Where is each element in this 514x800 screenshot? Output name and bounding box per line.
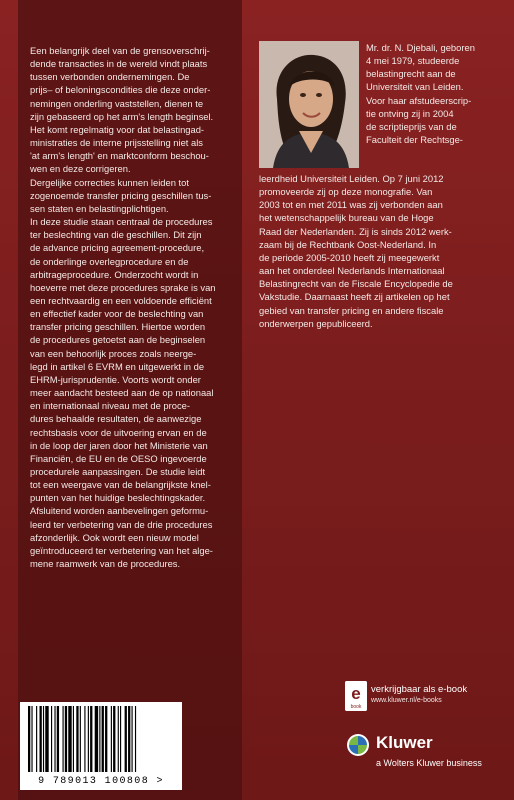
- barcode-bar: [57, 706, 59, 772]
- barcode-bar: [102, 706, 104, 772]
- barcode-bar: [90, 706, 92, 772]
- author-bio-text-bottom: leerdheid Universiteit Leiden. Op 7 juni 2012 promoveerde zij op deze monografie. Van 2003 tot en met 2011 was zij verbonden aan het wetenschappelijk bureau van de Hoge Raad der Nederlanden. Zij is sinds 2012 werk- zaam bij de Rechtbank Oost-Nederland. In de periode 2005-2010 heeft zij meegewerkt aan het onderdeel Nederlands Internationaal Belastingrecht van de Fiscale Encyclopedie de Vakstudie. Daarnaast heeft zij artikelen op het gebied van transfer pricing en andere fiscale onderwerpen gepubliceerd.: [259, 173, 453, 329]
- ebook-icon-sub: book: [350, 704, 362, 710]
- publisher-tagline: a Wolters Kluwer business: [376, 758, 482, 768]
- barcode-bar: [43, 706, 44, 772]
- barcode-bar: [80, 706, 81, 772]
- book-summary-text: Een belangrijk deel van de grensoverschrij- dende transacties in de wereld vindt plaats tussen verbonden ondernemingen. De prijs– of beloningscondities die deze onder- nemingen onderling vaststellen, dienen te zijn gebaseerd op het arm's length beginsel. Het komt regelmatig voor dat belastingad- ministraties de interne prijsstelling niet als 'at arm's length' en marktconform beschou- wen en deze corrigeren. Dergelijke correcties kunnen leiden tot zogenoemde transfer pricing geschillen tus- sen staten en belastingplichtigen. In deze studie staan centraal de procedures ter beslechting van die geschillen. Dit zijn de advance pricing agreement-procedure, de onderlinge overlegprocedure en de arbitrageprocedure. Onderzocht wordt in hoeverre met deze procedures sprake is van een rechtvaardig en een voldoende efficiënt en effectief kader voor de beslechting van transfer pricing geschillen. Hiertoe worden de procedures getoetst aan de beginselen van een behoorlijk proces zoals neerge- legd in artikel 6 EVRM en uitgewerkt in de EHRM-jurisprudentie. Voorts wordt onder meer aandacht besteed aan de op nationaal en internationaal niveau met de proce- dures behaalde resultaten, de aanwezige rechtsbasis voor de uitvoering ervan en de in de loop der jaren door het Ministerie van Financiën, de EU en de OESO ingevoerde procedurele aanpassingen. De studie leidt tot een weergave van de belangrijkste knel- punten van het huidige beslechtingskader. Afsluitend worden aanbevelingen geformu- leerd ter verbetering van de drie procedures afzonderlijk. Ook wordt een nieuw model geïntroduceerd ter verbetering van het alge- mene raamwerk van de procedures.: [30, 45, 216, 570]
- barcode-bar: [40, 706, 42, 772]
- barcode-bar: [31, 706, 32, 772]
- barcode-bar: [45, 706, 48, 772]
- ebook-availability-text: verkrijgbaar als e-book: [371, 684, 468, 695]
- barcode-bar: [51, 706, 52, 772]
- barcode-bar: [111, 706, 112, 772]
- barcode-bar: [63, 706, 64, 772]
- barcode-bar: [36, 706, 37, 772]
- barcode-bar: [54, 706, 55, 772]
- ebook-icon-letter: e: [351, 684, 361, 703]
- barcode-bar: [105, 706, 107, 772]
- barcode-bar: [65, 706, 67, 772]
- barcode-bar: [95, 706, 98, 772]
- barcode-bar: [128, 706, 130, 772]
- barcode-bar: [125, 706, 127, 772]
- barcode-bar: [113, 706, 115, 772]
- ebook-url-link[interactable]: www.kluwer.nl/e-books: [371, 697, 442, 704]
- barcode-bar: [132, 706, 133, 772]
- author-photo: [259, 41, 359, 168]
- barcode-bar: [99, 706, 100, 772]
- barcode-bar: [88, 706, 89, 772]
- barcode-bars: [20, 702, 182, 776]
- barcode-bar: [118, 706, 119, 772]
- publisher-name: Kluwer: [376, 733, 433, 752]
- author-bio-text-top: Mr. dr. N. Djebali, geboren 4 mei 1979, studeerde belastingrecht aan de Universiteit van Leiden. Voor haar afstudeerscrip- tie ontving zij in 2004 de scriptieprijs van de Faculteit der Rechtsge-: [366, 42, 475, 146]
- author-photo-image: [259, 41, 359, 168]
- isbn-digits: 9 789013 100808 >: [38, 776, 164, 787]
- barcode-bar: [84, 706, 85, 772]
- ebook-icon: [345, 681, 367, 711]
- barcode-bar: [120, 706, 121, 772]
- barcode-bar: [28, 706, 30, 772]
- kluwer-logo-graphic: [346, 733, 370, 757]
- barcode-bar: [135, 706, 136, 772]
- barcode-bar: [73, 706, 74, 772]
- ebook-icon-graphic: [345, 681, 367, 711]
- barcode-bar: [68, 706, 71, 772]
- barcode-bar: [76, 706, 78, 772]
- kluwer-logo-icon: [346, 733, 370, 757]
